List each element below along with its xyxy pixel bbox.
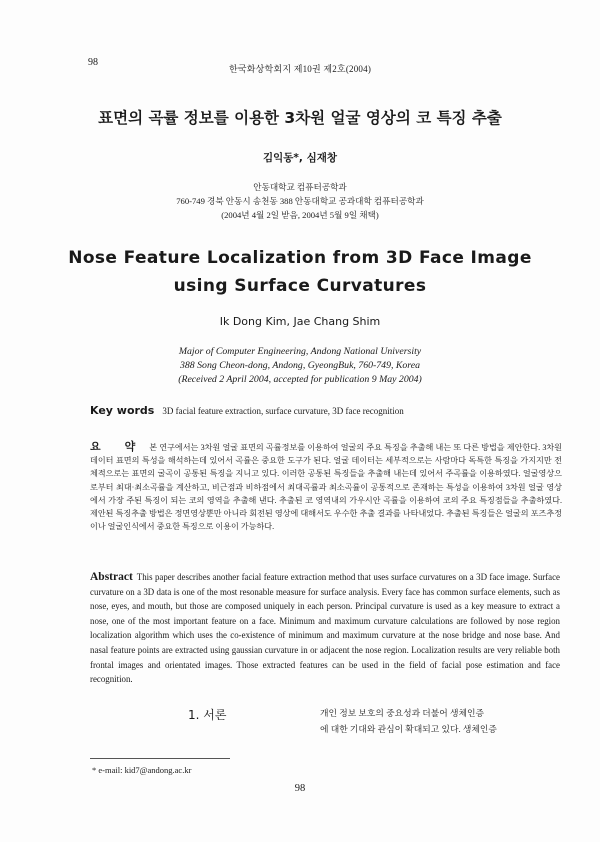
english-affiliation-line: (Received 2 April 2004, accepted for publication 9 May 2004)	[178, 374, 422, 385]
page-number-bottom: 98	[294, 783, 306, 794]
intro-line: 개인 정보 보호의 중요성과 더불어 생체인증	[320, 708, 484, 718]
english-affiliation	[0, 345, 600, 387]
korean-title: 표면의 곡률 정보를 이용한 3차원 얼굴 영상의 코 특징 추출	[98, 109, 502, 127]
english-authors: Ik Dong Kim, Jae Chang Shim	[219, 315, 381, 328]
korean-abstract-label: 요 약	[90, 440, 146, 453]
korean-affiliation	[0, 180, 600, 222]
keywords-label: Key words	[90, 404, 155, 417]
korean-abstract-text: 본 연구에서는 3차원 얼굴 표면의 곡률정보를 이용하여 얼굴의 주요 특징을 추출해 내는 또 다른 방법을 제안한다. 3차원 데이터 표면의 특성을 해석하는데 있어서 곡률은 중요한 도구가 된다. 얼굴 데이터는 세부적으로는 사람마다 독특한 특징을 가지지만 전체적으로는 표면의 굴곡이 공통된 특징을 지니고 있다. 이러한 공통된 특징들을 추출해 내는데 있어서 주곡률을 이용하였다. 얼굴영상으로부터 최대·최소곡률을 계산하고, 비근점과 비하점에서 최대곡률과 최소곡률이 공통적으로 존재하는 특성을 이용하여 3차원 얼굴 영상에서 가장 주된 특징이 되는 코의 영역을 추출해 낸다. 추출된 코 영역내의 가우시안 곡률을 이용하여 코의 주요 특징점들을 추출하였다. 제안된 특징추출 방법은 정면영상뿐만 아니라 회전된 영상에 대해서도 우수한 추출 결과를 나타내었다. 추출된 특징들은 얼굴의 포즈추정이나 얼굴인식에서 중요한 특징으로 이용이 가능하다.	[90, 443, 562, 532]
english-abstract	[90, 570, 560, 687]
footnote-email: * e-mail: kid7@andong.ac.kr	[92, 765, 192, 775]
abstract-text: This paper describes another facial feature extraction method that uses surface curvatures on a 3D face image. Surface curvature on a 3D data is one of the most resonable measure for surface analysis. Every face has common surface elements, such as nose, eyes, and mouth, but those are composed uniquely in each person. Principal curvature is used as a key measure to extract a nose, one of the most important feature on a face. Minimum and maximum curvature calculations are followed by nose region localization algorithm which uses the co-existence of minimum and maximum curvature at the nose bridge and nose base. And nasal feature points are extracted using gaussian curvature in or adjacent the nose region. Localization results are very reliable both frontal images and orientated images. Those extracted features can be used in the field of facial pose estimation and face recognition.	[90, 572, 560, 685]
running-head: 한국화상학회지 제10권 제2호(2004)	[228, 64, 372, 74]
section-heading-intro: 1. 서론	[188, 708, 227, 722]
intro-line: 에 대한 기대와 관심이 확대되고 있다. 생체인증	[320, 723, 497, 734]
english-title	[0, 244, 600, 300]
english-title-line: using Surface Curvatures	[173, 276, 427, 296]
english-affiliation-line: 388 Song Cheon-dong, Andong, GyeongBuk, 760-749, Korea	[180, 360, 420, 371]
keywords	[90, 404, 404, 417]
english-affiliation-line: Major of Computer Engineering, Andong National University	[178, 346, 422, 357]
korean-affiliation-line: 760-749 경북 안동시 송천동 388 안동대학교 공과대학 컴퓨터공학과	[176, 196, 424, 206]
korean-abstract	[90, 440, 562, 533]
abstract-label: Abstract	[90, 571, 133, 583]
intro-text	[320, 706, 570, 737]
korean-affiliation-line: (2004년 4월 2일 받음, 2004년 5월 9일 채택)	[221, 210, 379, 220]
keywords-text: 3D facial feature extraction, surface curvature, 3D face recognition	[162, 406, 404, 416]
korean-authors: 김익동*, 심재창	[263, 152, 337, 164]
korean-affiliation-line: 안동대학교 컴퓨터공학과	[253, 182, 347, 192]
footnote-rule	[90, 758, 230, 759]
english-title-line: Nose Feature Localization from 3D Face Image	[68, 248, 532, 268]
page-number-top: 98	[88, 57, 98, 68]
